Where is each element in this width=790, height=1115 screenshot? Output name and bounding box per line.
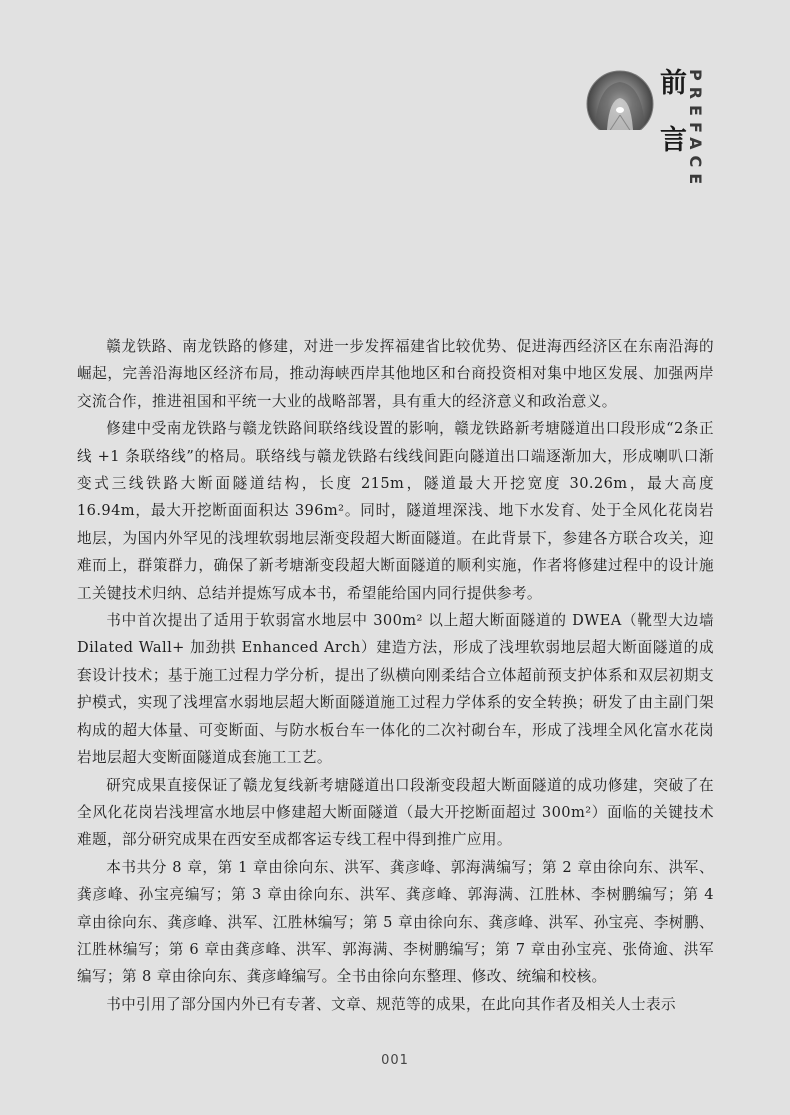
paragraph: 赣龙铁路、南龙铁路的修建，对进一步发挥福建省比较优势、促进海西经济区在东南沿海的崛起，完善沿海地区经济布局，推动海峡西岸其他地区和台商投资相对集中地区发展、加强两岸交流合作，推进祖国和平统一大业的战略部署，具有重大的经济意义和政治意义。 (77, 338, 714, 410)
paragraph: 书中首次提出了适用于软弱富水地层中 300m² 以上超大断面隧道的 DWEA（靴型大边墙 Dilated Wall+ 加劲拱 Enhanced Arch）建造方法，形成了浅埋软弱地层超大断面隧道的成套设计技术；基于施工过程力学分析，提出了纵横向刚柔结合立体超前预支护体系和双层初期支护模式，实现了浅埋富水弱地层超大断面隧道施工过程力学体系的安全转换；研发了由主副门架构成的超大体量、可变断面、与防水板台车一体化的二次衬砌台车，形成了浅埋全风化富水花岗岩地层超大变断面隧道成套施工工艺。 (77, 612, 714, 767)
title-char-yan: 言 (660, 125, 687, 156)
paragraph: 书中引用了部分国内外已有专著、文章、规范等的成果，在此向其作者及相关人士表示 (106, 995, 676, 1013)
tunnel-emblem-icon (585, 60, 655, 130)
preface-header (585, 60, 725, 200)
paragraph: 本书共分 8 章，第 1 章由徐向东、洪军、龚彦峰、郭海满编写；第 2 章由徐向东、洪军、龚彦峰、孙宝亮编写；第 3 章由徐向东、洪军、龚彦峰、郭海满、江胜林、李树鹏编写；第 4 章由徐向东、龚彦峰、洪军、江胜林编写；第 5 章由徐向东、龚彦峰、洪军、孙宝亮、李树鹏、江胜林编写；第 6 章由龚彦峰、洪军、郭海满、李树鹏编写；第 7 章由孙宝亮、张倚逾、洪军编写；第 8 章由徐向东、龚彦峰编写。全书由徐向东整理、修改、统编和校核。 (77, 858, 714, 986)
title-char-qian: 前 (660, 68, 687, 99)
paragraph: 修建中受南龙铁路与赣龙铁路间联络线设置的影响，赣龙铁路新考塘隧道出口段形成“2条正线 +1 条联络线”的格局。联络线与赣龙铁路右线线间距向隧道出口端逐渐加大，形成喇叭口渐变式三线铁路大断面隧道结构，长度 215m，隧道最大开挖宽度 30.26m，最大高度 16.94m，最大开挖断面面积达 396m²。同时，隧道埋深浅、地下水发育、处于全风化花岗岩地层，为国内外罕见的浅埋软弱地层渐变段超大断面隧道。在此背景下，参建各方联合攻关，迎难而上，群策群力，确保了新考塘渐变段超大断面隧道的顺利实施，作者将修建过程中的设计施工关键技术归纳、总结并提炼写成本书，希望能给国内同行提供参考。 (77, 420, 714, 602)
preface-body (77, 333, 714, 1018)
title-english: PREFACE (686, 69, 705, 191)
paragraph: 研究成果直接保证了赣龙复线新考塘隧道出口段渐变段超大断面隧道的成功修建，突破了在全风化花岗岩浅埋富水地层中修建超大断面隧道（最大开挖断面超过 300m²）面临的关键技术难题，部分研究成果在西安至成都客运专线工程中得到推广应用。 (77, 776, 714, 849)
page-number: 001 (381, 1053, 409, 1068)
